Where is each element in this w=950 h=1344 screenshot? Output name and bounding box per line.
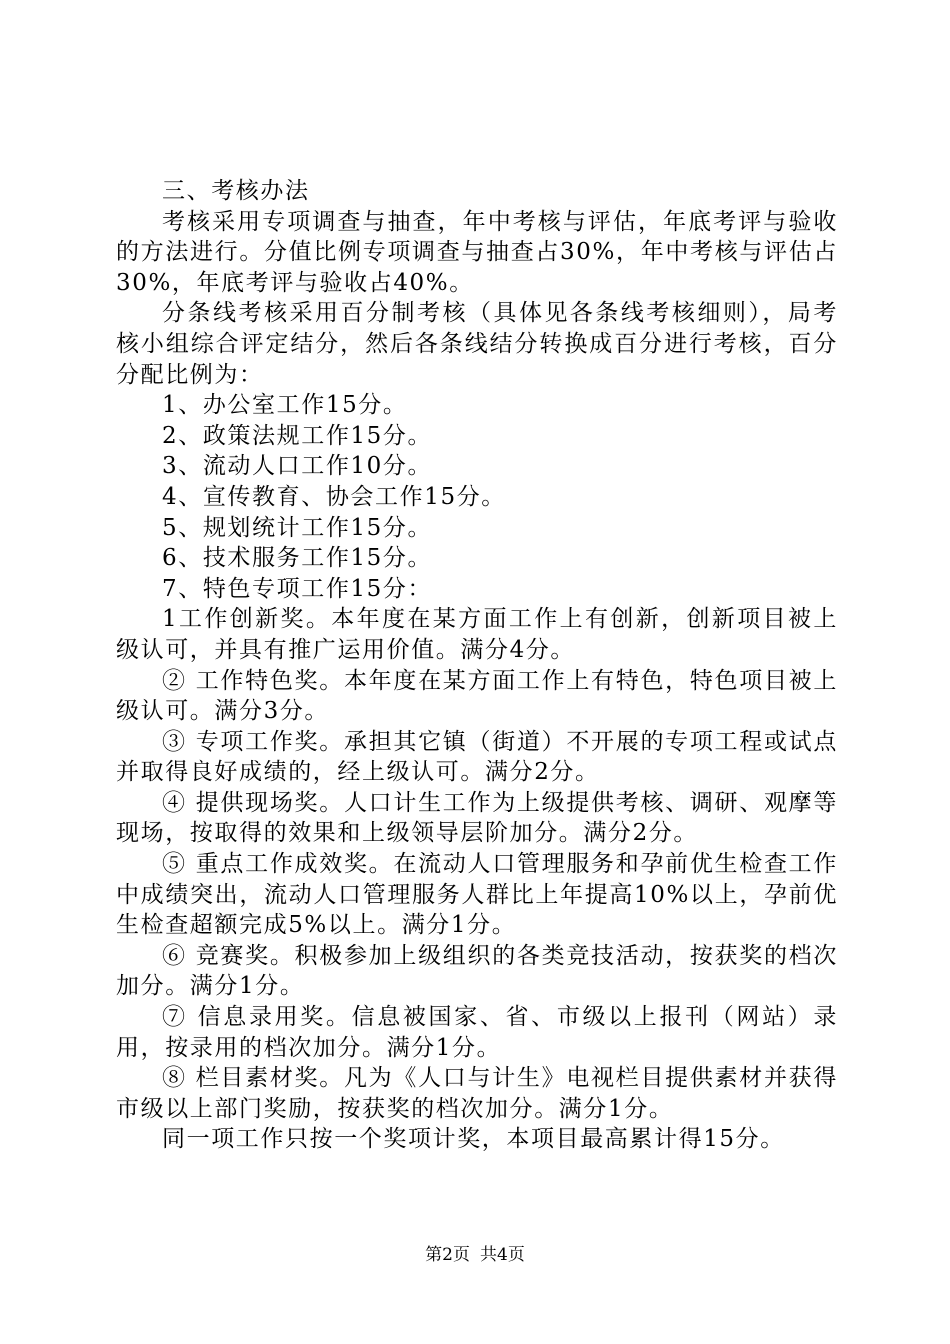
award-key-work: ⑤ 重点工作成效奖。在流动人口管理服务和孕前优生检查工作中成绩突出，流动人口管理服务人群比上年提高10%以上，孕前优生检查超额完成5%以上。满分1分。	[116, 851, 838, 939]
award-competition: ⑥ 竞赛奖。积极参加上级组织的各类竞技活动，按获奖的档次加分。满分1分。	[116, 942, 838, 1000]
paragraph-scoring-system: 分条线考核采用百分制考核（具体见各条线考核细则），局考核小组综合评定结分，然后各条线结分转换成百分进行考核，百分分配比例为：	[116, 300, 838, 388]
list-item-policy: 2、政策法规工作15分。	[162, 422, 433, 449]
document-body	[116, 176, 838, 1155]
list-item-special: 7、特色专项工作15分：	[162, 575, 433, 602]
paragraph-assessment-method: 考核采用专项调查与抽查，年中考核与评估，年底考评与验收的方法进行。分值比例专项调查与抽查占30%，年中考核与评估占30%，年底考评与验收占40%。	[116, 208, 838, 296]
award-feature: ② 工作特色奖。本年度在某方面工作上有特色，特色项目被上级认可。满分3分。	[116, 667, 838, 725]
award-site: ④ 提供现场奖。人口计生工作为上级提供考核、调研、观摩等现场，按取得的效果和上级领导层阶加分。满分2分。	[116, 789, 838, 847]
list-item-floating-population: 3、流动人口工作10分。	[162, 453, 433, 480]
section-heading: 三、考核办法	[162, 178, 310, 204]
page-footer	[0, 1244, 950, 1266]
list-item-technical: 6、技术服务工作15分。	[162, 545, 433, 572]
award-special-project: ③ 专项工作奖。承担其它镇（街道）不开展的专项工程或试点并取得良好成绩的，经上级认可。满分2分。	[116, 728, 838, 786]
award-innovation: 1工作创新奖。本年度在某方面工作上有创新，创新项目被上级认可，并具有推广运用价值。满分4分。	[116, 606, 838, 663]
page-total: 共4页	[480, 1245, 525, 1265]
page-number: 第2页	[425, 1245, 470, 1265]
list-item-office: 1、办公室工作15分。	[162, 392, 408, 419]
award-information: ⑦ 信息录用奖。信息被国家、省、市级以上报刊（网站）录用，按录用的档次加分。满分1分。	[116, 1004, 838, 1061]
list-item-planning: 5、规划统计工作15分。	[162, 514, 433, 541]
list-item-publicity: 4、宣传教育、协会工作15分。	[162, 483, 506, 510]
paragraph-award-cap: 同一项工作只按一个奖项计奖，本项目最高累计得15分。	[162, 1126, 785, 1153]
award-column-material: ⑧ 栏目素材奖。凡为《人口与计生》电视栏目提供素材并获得市级以上部门奖励，按获奖的档次加分。满分1分。	[116, 1065, 838, 1122]
